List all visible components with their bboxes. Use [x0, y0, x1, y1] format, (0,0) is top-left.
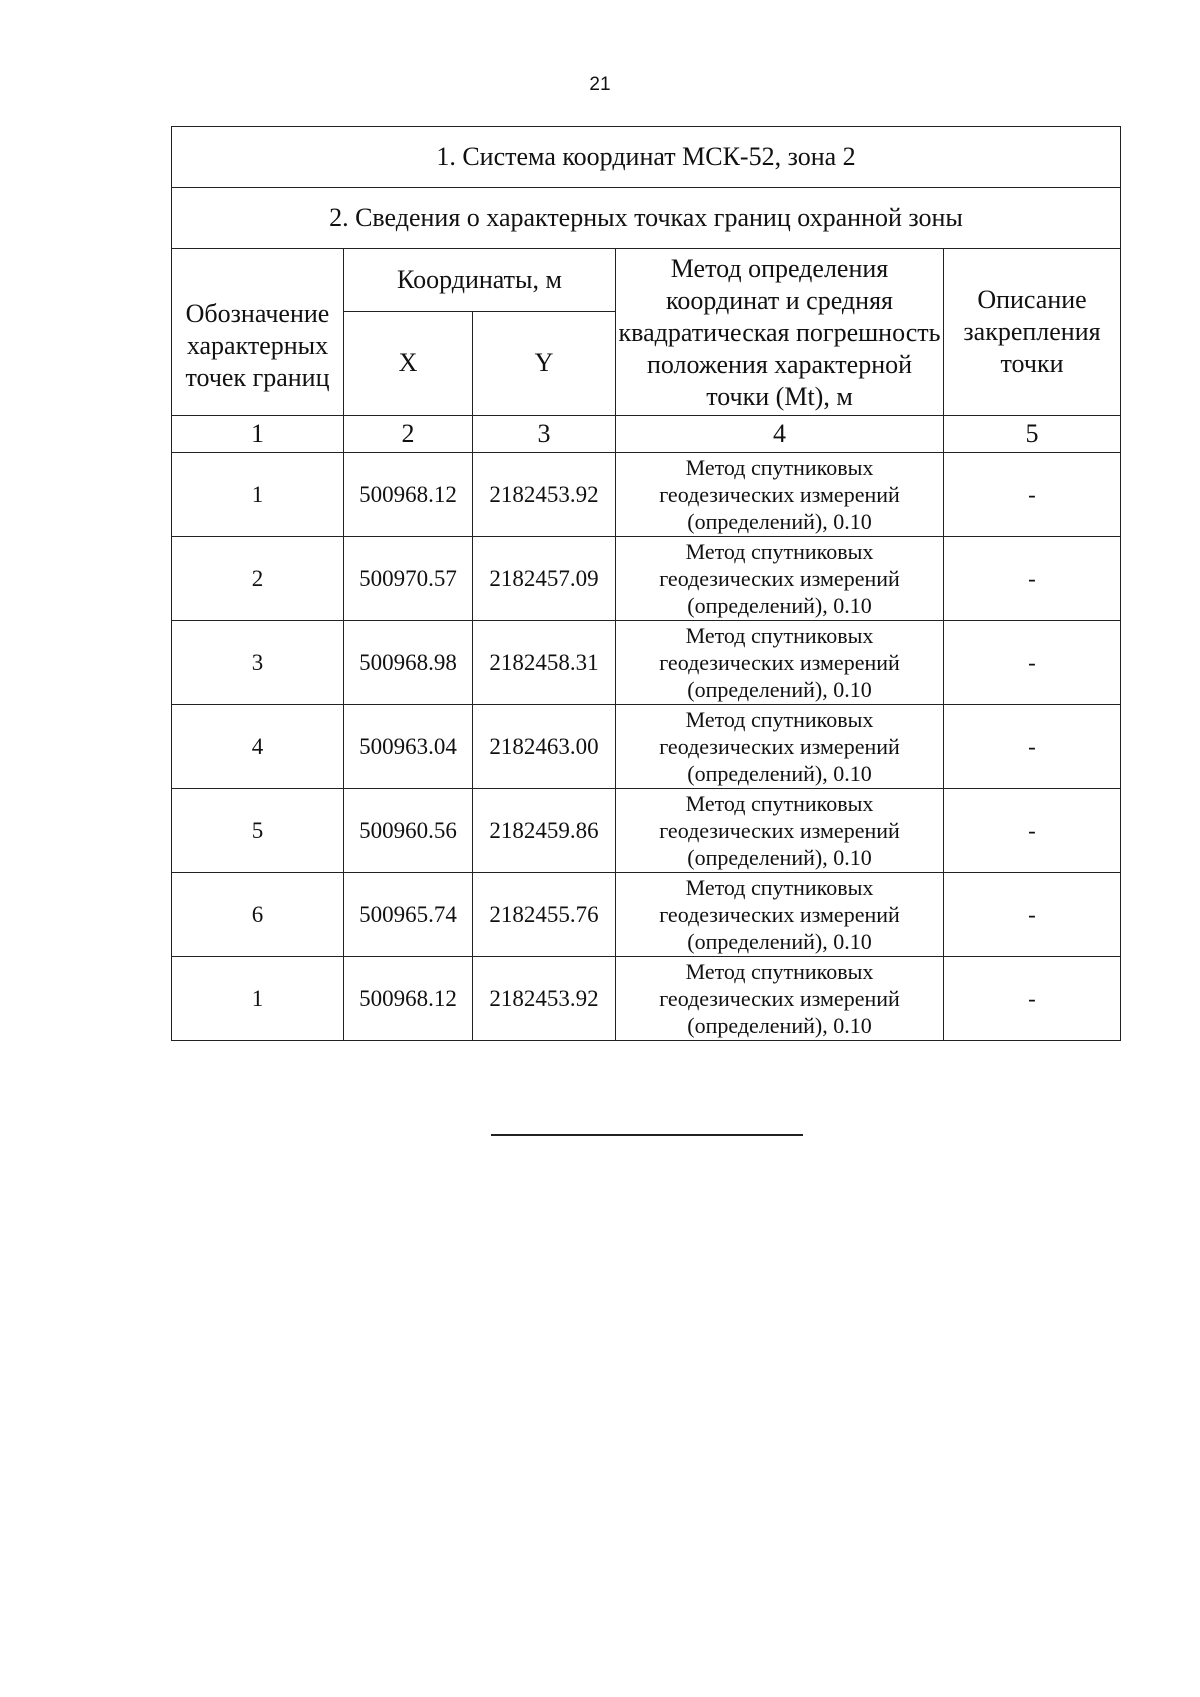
method-cell — [616, 453, 944, 537]
x-coordinate-cell: 500968.98 — [344, 621, 473, 705]
point-number-cell: 3 — [172, 621, 344, 705]
coordinate-system-row — [172, 127, 1121, 188]
y-coordinate-cell: 2182458.31 — [473, 621, 616, 705]
method-line: геодезических измерений — [659, 902, 900, 927]
point-number-cell: 1 — [172, 957, 344, 1041]
method-line: геодезических измерений — [659, 818, 900, 843]
description-cell: - — [944, 957, 1121, 1041]
method-line: геодезических измерений — [659, 482, 900, 507]
header-method: Метод определения координат и средняя квадратическая погрешность положения характерной точки (Mt), м — [616, 249, 944, 416]
point-number-cell: 4 — [172, 705, 344, 789]
coordinate-system-cell: 1. Система координат МСК-52, зона 2 — [172, 127, 1121, 188]
description-cell: - — [944, 621, 1121, 705]
header-designation: Обозначение характерных точек границ — [172, 249, 344, 416]
table-row — [172, 453, 1121, 537]
method-line: Метод спутниковых — [685, 623, 874, 648]
y-coordinate-cell: 2182453.92 — [473, 453, 616, 537]
table-row — [172, 705, 1121, 789]
x-coordinate-cell: 500968.12 — [344, 453, 473, 537]
table-row — [172, 537, 1121, 621]
x-coordinate-cell: 500960.56 — [344, 789, 473, 873]
point-number-cell: 6 — [172, 873, 344, 957]
column-number: 2 — [344, 416, 473, 453]
description-cell: - — [944, 705, 1121, 789]
boundary-points-table — [171, 126, 1121, 1041]
table-row — [172, 873, 1121, 957]
method-line: геодезических измерений — [659, 650, 900, 675]
method-cell — [616, 789, 944, 873]
column-number: 1 — [172, 416, 344, 453]
x-coordinate-cell: 500963.04 — [344, 705, 473, 789]
section-title-cell: 2. Сведения о характерных точках границ охранной зоны — [172, 188, 1121, 249]
header-x: X — [344, 311, 473, 415]
method-line: (определений), 0.10 — [687, 929, 872, 954]
method-cell — [616, 705, 944, 789]
table-row — [172, 789, 1121, 873]
page-number: 21 — [589, 74, 611, 95]
method-line: Метод спутниковых — [685, 707, 874, 732]
column-number: 3 — [473, 416, 616, 453]
footer-rule — [491, 1134, 803, 1136]
method-line: Метод спутниковых — [685, 791, 874, 816]
method-line: геодезических измерений — [659, 986, 900, 1011]
method-line: Метод спутниковых — [685, 959, 874, 984]
method-line: (определений), 0.10 — [687, 677, 872, 702]
point-number-cell: 2 — [172, 537, 344, 621]
method-line: Метод спутниковых — [685, 539, 874, 564]
table-row — [172, 957, 1121, 1041]
header-row-1 — [172, 249, 1121, 312]
y-coordinate-cell: 2182459.86 — [473, 789, 616, 873]
method-cell — [616, 621, 944, 705]
method-line: геодезических измерений — [659, 566, 900, 591]
method-line: (определений), 0.10 — [687, 593, 872, 618]
column-number: 4 — [616, 416, 944, 453]
method-line: Метод спутниковых — [685, 875, 874, 900]
y-coordinate-cell: 2182455.76 — [473, 873, 616, 957]
header-description: Описание закрепления точки — [944, 249, 1121, 416]
method-line: (определений), 0.10 — [687, 1013, 872, 1038]
point-number-cell: 5 — [172, 789, 344, 873]
table-body — [172, 127, 1121, 1041]
table-row — [172, 621, 1121, 705]
method-cell — [616, 537, 944, 621]
method-line: (определений), 0.10 — [687, 761, 872, 786]
x-coordinate-cell: 500970.57 — [344, 537, 473, 621]
x-coordinate-cell: 500965.74 — [344, 873, 473, 957]
description-cell: - — [944, 789, 1121, 873]
y-coordinate-cell: 2182453.92 — [473, 957, 616, 1041]
column-number: 5 — [944, 416, 1121, 453]
description-cell: - — [944, 537, 1121, 621]
header-y: Y — [473, 311, 616, 415]
method-line: (определений), 0.10 — [687, 509, 872, 534]
header-coordinates: Координаты, м — [344, 249, 616, 312]
y-coordinate-cell: 2182463.00 — [473, 705, 616, 789]
column-number-row — [172, 416, 1121, 453]
y-coordinate-cell: 2182457.09 — [473, 537, 616, 621]
method-line: (определений), 0.10 — [687, 845, 872, 870]
method-line: Метод спутниковых — [685, 455, 874, 480]
description-cell: - — [944, 453, 1121, 537]
description-cell: - — [944, 873, 1121, 957]
method-cell — [616, 873, 944, 957]
method-line: геодезических измерений — [659, 734, 900, 759]
method-cell — [616, 957, 944, 1041]
x-coordinate-cell: 500968.12 — [344, 957, 473, 1041]
section-title-row — [172, 188, 1121, 249]
point-number-cell: 1 — [172, 453, 344, 537]
